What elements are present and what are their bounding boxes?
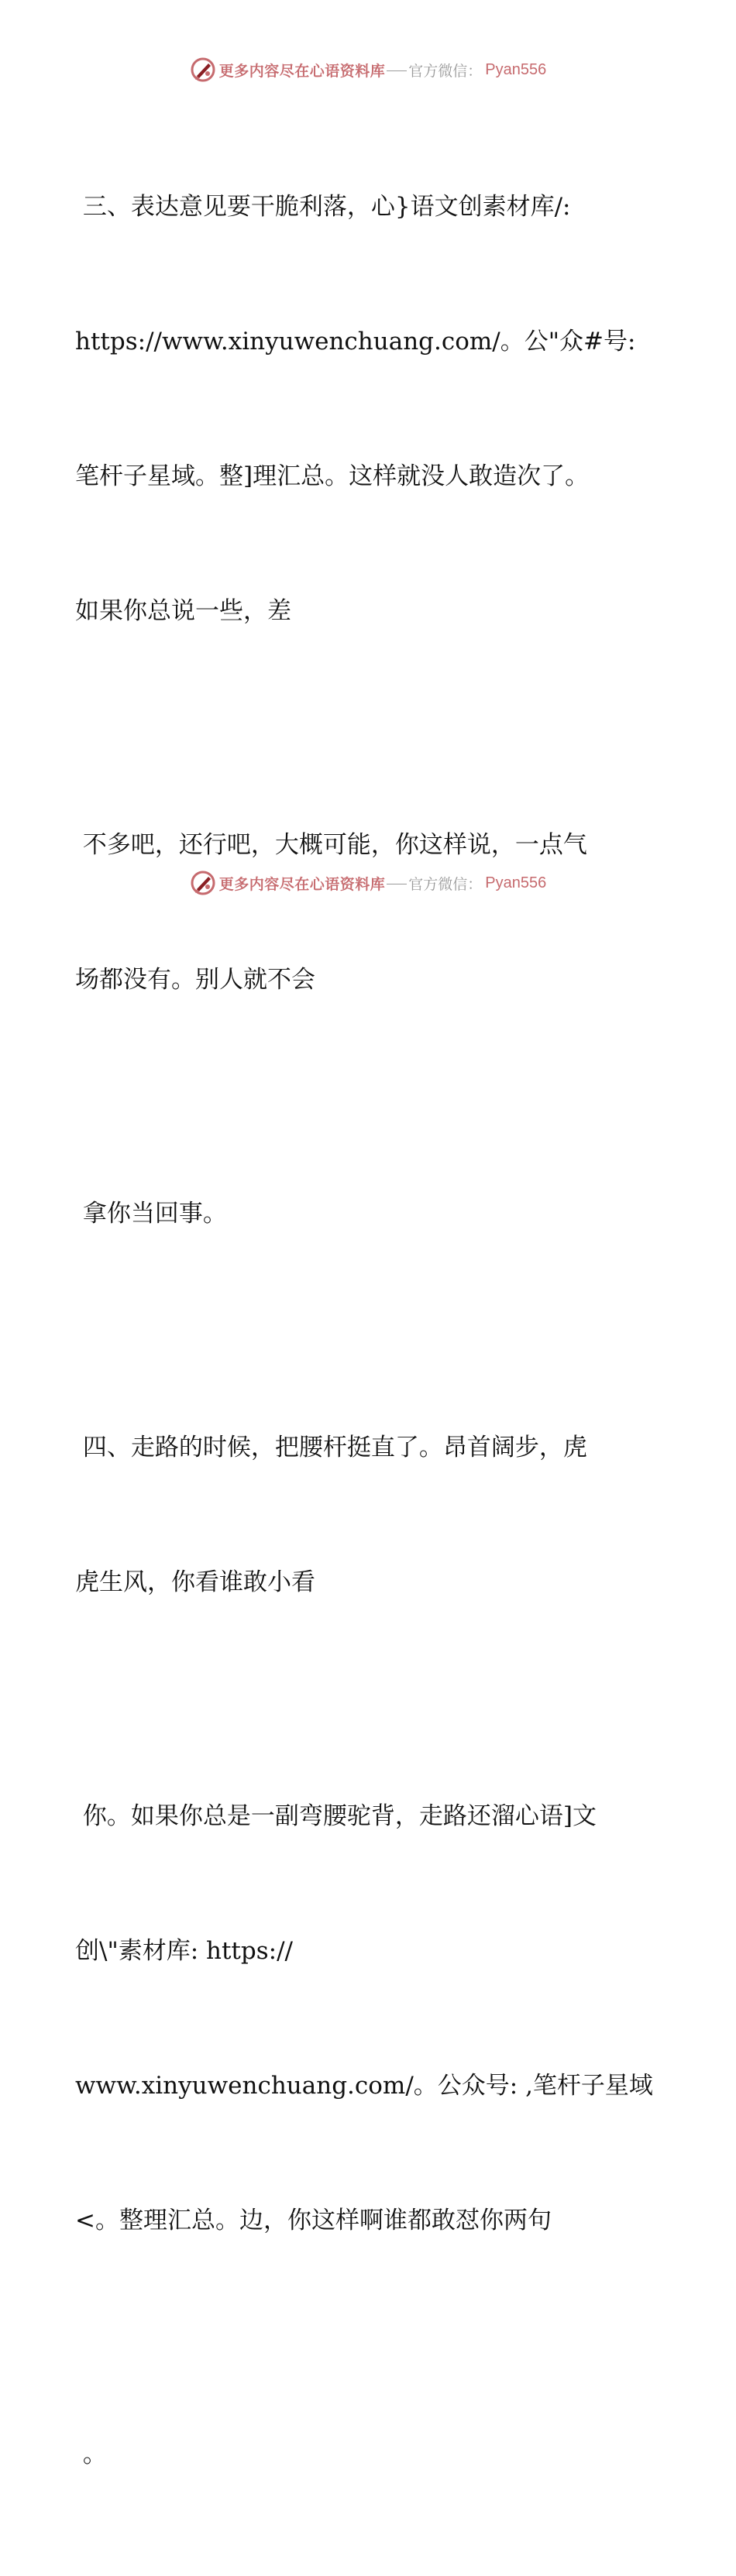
text-line: 三、表达意见要干脆利落，心}语文创素材库/: — [75, 193, 571, 221]
header-banner — [0, 54, 736, 85]
text-line: 场都没有。别人就不会 — [75, 966, 315, 994]
text-line: https://www.xinyuwenchuang.com/。公"众#号: — [75, 328, 636, 355]
text-line: 如果你总说一些，差 — [75, 597, 291, 625]
text-line: 你。如果你总是一副弯腰驼背，走路还溜心语]文 — [75, 1802, 597, 1830]
paragraph — [75, 94, 664, 723]
footer-banner — [0, 867, 736, 898]
text-line: 。 — [75, 2440, 107, 2468]
banner-wechat-label: 官方微信： — [408, 875, 483, 893]
banner-wechat-label: 官方微信： — [408, 62, 483, 80]
text-line: 创\"素材库: https:// — [75, 1937, 293, 1965]
pen-logo-icon — [190, 57, 216, 83]
text-line: www.xinyuwenchuang.com/。公众号: ,笔杆子星域 — [75, 2072, 653, 2100]
text-line: 四、走路的时候，把腰杆挺直了。昂首阔步，虎 — [75, 1434, 587, 1461]
banner-wechat-id: Pyan556 — [485, 874, 547, 891]
text-line: 笔杆子星域。整]理汇总。这样就没人敢造次了。 — [75, 462, 590, 490]
banner-divider — [387, 70, 407, 71]
text-line: 拿你当回事。 — [75, 1200, 227, 1228]
paragraph — [75, 2342, 664, 2567]
paragraph — [75, 1335, 664, 1695]
pen-logo-icon — [190, 870, 216, 896]
paragraph — [75, 1101, 664, 1326]
banner-slogan: 更多内容尽在心语资料库 — [218, 875, 386, 893]
banner-wechat-id: Pyan556 — [485, 60, 547, 78]
text-line: <。整理汇总。边，你这样啊谁都敢怼你两句 — [75, 2207, 552, 2234]
paragraph — [75, 1704, 664, 2333]
document-body — [75, 94, 664, 2576]
paragraph — [75, 733, 664, 1092]
banner-slogan: 更多内容尽在心语资料库 — [218, 62, 386, 80]
text-line: 不多吧，还行吧，大概可能，你这样说，一点气 — [75, 831, 587, 859]
text-line: 虎生风，你看谁敢小看 — [75, 1568, 315, 1596]
